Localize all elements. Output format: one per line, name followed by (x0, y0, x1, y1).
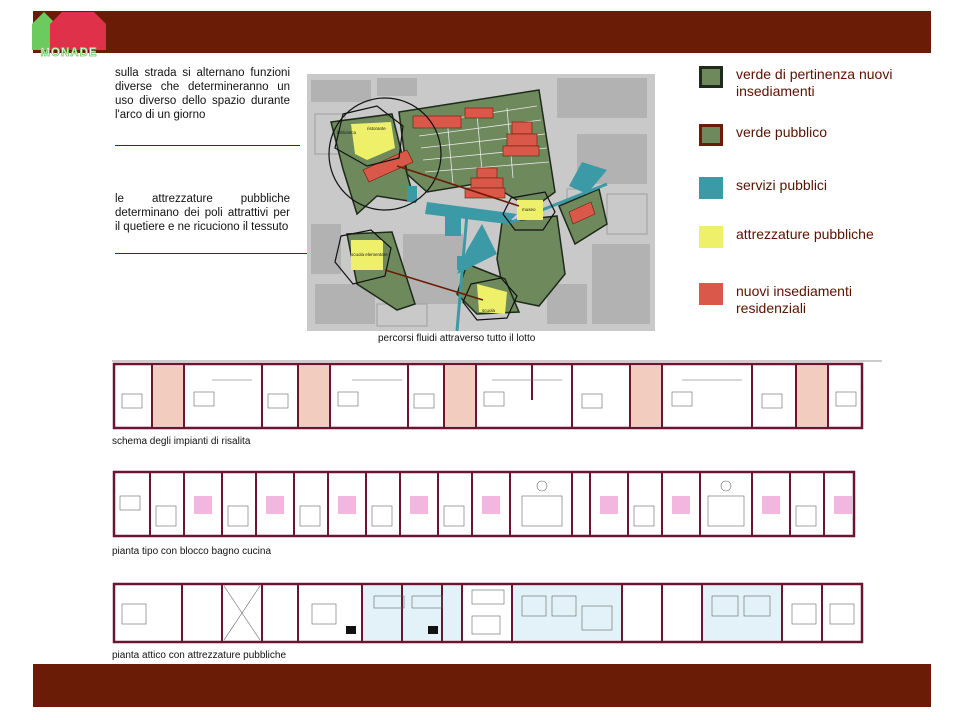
monade-logo (30, 10, 108, 58)
map-label-museo: museo (522, 207, 536, 212)
legend-item-private-green (699, 66, 906, 100)
annotation-public-facilities: le attrezzature pubbliche determinano dei poli attrattivi per il quetiere e ne ricuciono il tessuto (115, 193, 290, 233)
site-map (307, 74, 655, 331)
map-caption: percorsi fluidi attraverso tutto il lotto (378, 333, 536, 344)
top-banner (33, 11, 931, 53)
legend-label-public-green: verde pubblico (736, 124, 828, 140)
legend-item-public-services (699, 177, 906, 199)
legend-swatch-new-residential (699, 283, 723, 305)
legend-item-public-green (699, 124, 906, 146)
legend-item-new-residential (699, 283, 906, 317)
plan-penthouse (112, 576, 872, 650)
annotation-street-line (115, 145, 300, 146)
annotation-street: sulla strada si alternano funzioni diverse che determineranno un uso diverso dello spazio durante l'arco di un giorno (115, 67, 290, 121)
plan2-caption: pianta tipo con blocco bagno cucina (112, 546, 272, 557)
plan-vertical-circulation (112, 360, 882, 432)
map-label-scuola-elementare: scuola elementare (351, 252, 388, 257)
legend-label-private-green: verde di pertinenza nuovi insediamenti (736, 66, 893, 99)
legend-label-new-residential: nuovi insediamenti residenziali (736, 283, 852, 316)
plan3-caption: pianta attico con attrezzature pubbliche (112, 650, 286, 661)
logo-text: MONADE (40, 47, 98, 58)
legend-item-public-facilities (699, 226, 906, 248)
legend-swatch-private-green (699, 66, 723, 88)
legend-label-public-services: servizi pubblici (736, 177, 828, 193)
plan1-caption: schema degli impianti di risalita (112, 436, 251, 447)
legend-label-public-facilities: attrezzature pubbliche (736, 226, 874, 242)
legend-swatch-public-green (699, 124, 723, 146)
map-label-biblioteca: biblioteca (337, 130, 357, 135)
legend-swatch-public-services (699, 177, 723, 199)
plan-typical-floor (112, 466, 872, 544)
map-label-ristorante: ristorante (367, 126, 386, 131)
logo-house-red (50, 12, 106, 50)
map-label-scuola: scuola (482, 308, 496, 313)
bottom-banner (33, 664, 931, 707)
plan3-public-facility-spaces (362, 586, 782, 640)
legend-swatch-public-facilities (699, 226, 723, 248)
